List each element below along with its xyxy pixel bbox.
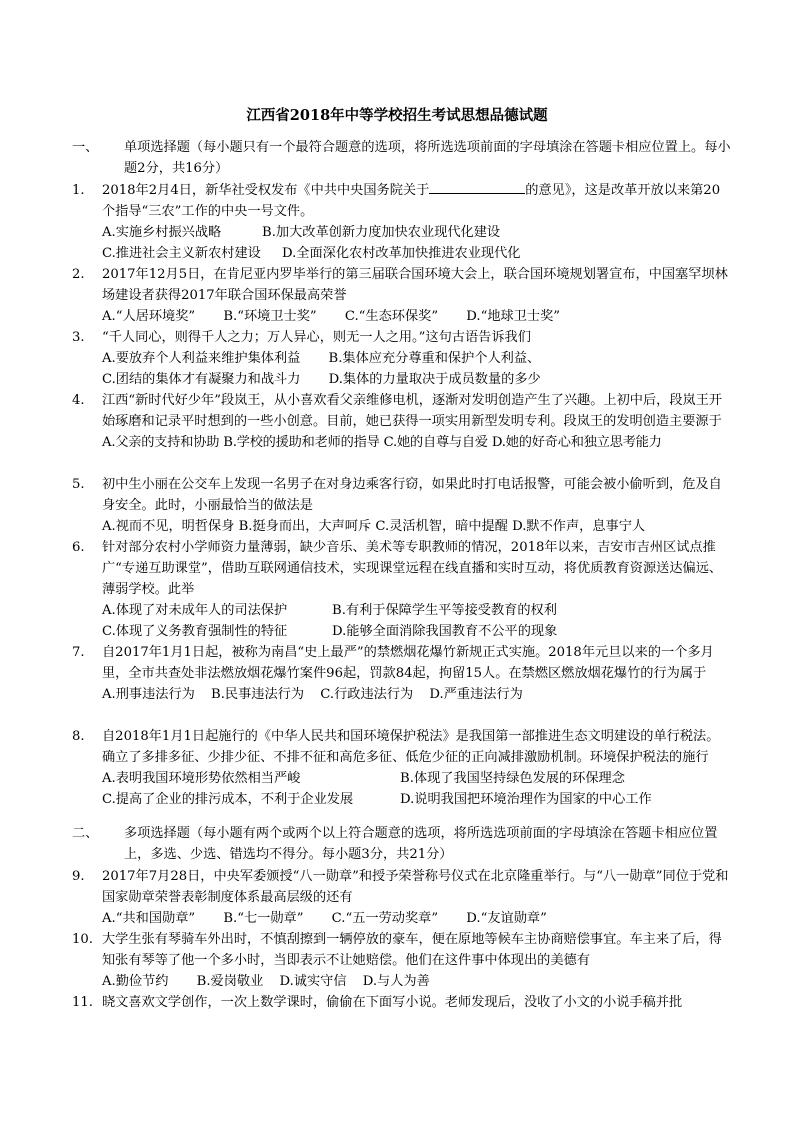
- option-a: A.实施乡村振兴战略: [102, 225, 222, 240]
- option-row: [102, 789, 732, 810]
- section-number: 二、: [72, 826, 99, 841]
- question-stem: 大学生张有琴骑车外出时，不慎刮擦到一辆停放的豪车，便在原地等候车主协商赔偿事宜。车主来了后，得知张有琴等了他一个多小时，当即表示不让她赔偿。他们在这件事中体现出的美德有: [102, 932, 722, 968]
- question-8: [72, 726, 732, 810]
- option-d: D.全面深化农村改革加快推进农业现代化: [282, 246, 521, 261]
- option-row: [72, 243, 732, 264]
- question-stem: 2017年12月5日，在肯尼亚内罗毕举行的第三届联合国环境大会上，联合国环境规划署宣布，中国塞罕坝林场建设者获得2017年联合国环保最高荣誉: [102, 267, 728, 303]
- page-title: 江西省2018年中等学校招生考试思想品德试题: [246, 107, 548, 124]
- option-b: B.有利于保障学生平等接受教育的权利: [332, 603, 557, 618]
- option-c: C.提高了企业的排污成本，不利于企业发展: [102, 792, 354, 807]
- question-stem: “千人同心，则得千人之力；万人异心，则无一人之用。”这句古语告诉我们: [102, 330, 531, 345]
- question-number: 3.: [72, 330, 85, 345]
- option-b: B.挺身而出，大声呵斥: [238, 519, 372, 534]
- question-stem-part-b: 的意见》，这是改革开放以来第20个指导“三农”工作的中央一号文件。: [102, 183, 721, 219]
- question-stem: [102, 180, 732, 222]
- option-d: D.“地球卫士奖”: [466, 309, 561, 324]
- option-d: D.与人为善: [362, 974, 430, 989]
- option-b: B.加大改革创新力度加快农业现代化建设: [262, 225, 501, 240]
- option-a: A.勤俭节约: [102, 974, 169, 989]
- option-a: A.表明我国环境形势依然相当严峻: [102, 771, 301, 786]
- question-number: 1.: [72, 183, 85, 198]
- question-2: [72, 264, 732, 327]
- question-number: 7.: [72, 645, 85, 660]
- question-number: 10.: [72, 932, 93, 947]
- option-c: C.行政违法行为: [320, 687, 414, 702]
- option-b: B.“七一勋章”: [223, 911, 304, 926]
- question-stem: 晓文喜欢文学创作，一次上数学课时，偷偷在下面写小说。老师发现后，没收了小文的小说手稿并批: [102, 995, 683, 1010]
- option-b: B.体现了我国坚持绿色发展的环保理念: [400, 771, 625, 786]
- option-d: D.能够全面消除我国教育不公平的现象: [332, 624, 558, 639]
- option-d: D.默不作声，息事宁人: [512, 519, 646, 534]
- fill-blank: [429, 181, 525, 194]
- question-1: [72, 180, 732, 264]
- question-number: 2.: [72, 267, 85, 282]
- option-d: D.严重违法行为: [429, 687, 523, 702]
- section-instructions: 多项选择题（每小题有两个或两个以上符合题意的选项，将所选选项前面的字母填涂在答题卡相应位置上，多选、少选、错选均不得分。每小题3分，共21分）: [124, 826, 718, 862]
- question-number: 6.: [72, 540, 85, 555]
- option-c: C.她的自尊与自爱: [383, 435, 488, 450]
- question-number: 9.: [72, 869, 85, 884]
- question-stem: 初中生小丽在公交车上发现一名男子在对身边乘客行窃，如果此时打电话报警，可能会被小偷听到，危及自身安全。此时，小丽最恰当的做法是: [102, 477, 722, 513]
- question-number: 5.: [72, 477, 85, 492]
- question-6: [72, 537, 732, 642]
- option-b: B.爱岗敬业: [196, 974, 264, 989]
- option-c: C.灵活机智，暗中提醒: [375, 519, 508, 534]
- option-row: [102, 516, 732, 537]
- option-a: A.“人居环境奖”: [102, 309, 196, 324]
- question-stem: 针对部分农村小学师资力量薄弱，缺少音乐、美术等专职教师的情况，2018年以来，吉安市吉州区试点推广“专递互助课堂”，借助互联网通信技术，实现课堂远程在线直播和实时互动，将优质教育资源送达偏远、薄弱学校。此举: [102, 540, 723, 597]
- section-single-choice: [72, 137, 732, 179]
- option-b: B.民事违法行为: [211, 687, 305, 702]
- option-row: [102, 684, 732, 705]
- option-c: C.推进社会主义新农村建设: [102, 246, 261, 261]
- question-7: [72, 642, 732, 705]
- question-10: [72, 929, 732, 992]
- option-a: A.父亲的支持和协助: [102, 435, 220, 450]
- option-a: A.视而不见，明哲保身: [102, 519, 235, 534]
- option-c: C.体现了义务教育强制性的特征: [102, 624, 288, 639]
- question-stem: 2017年7月28日，中央军委颁授“八一勋章”和授予荣誉称号仪式在北京隆重举行。与“八一勋章”同位于党和国家勋章荣誉表彰制度体系最高层级的还有: [102, 869, 729, 905]
- question-4: [72, 390, 732, 453]
- option-a: A.体现了对未成年人的司法保护: [102, 603, 288, 618]
- option-a: A.刑事违法行为: [102, 687, 195, 702]
- question-stem: 自2017年1月1日起，被称为南昌“史上最严”的禁燃烟花爆竹新规正式实施。2018年元旦以来的一个多月里，全市共查处非法燃放烟花爆竹案件96起，罚款84起，拘留15人。在禁燃区燃放烟花爆竹的行为属于: [102, 645, 714, 681]
- section-number: 一、: [72, 140, 99, 155]
- option-row: [102, 600, 732, 621]
- option-c: D.诚实守信: [279, 974, 347, 989]
- question-3: [72, 327, 732, 390]
- option-b: B.集体应充分尊重和保护个人利益、: [328, 351, 541, 366]
- option-b: B.“环境卫士奖”: [223, 309, 317, 324]
- option-row: [102, 971, 732, 992]
- question-stem: 自2018年1月1日起施行的《中华人民共和国环境保护税法》是我国第一部推进生态文明建设的单行税法。确立了多排多征、少排少征、不排不征和高危多征、低危少征的正向减排激励机制。环境保护税法的施行: [102, 729, 720, 765]
- question-11: [72, 992, 732, 1013]
- option-d: D.她的好奇心和独立思考能力: [491, 435, 662, 450]
- question-number: 11.: [72, 995, 93, 1010]
- option-d: D.集体的力量取决于成员数量的多少: [328, 372, 541, 387]
- option-row: [102, 432, 732, 453]
- option-row: [102, 621, 732, 642]
- question-9: [72, 866, 732, 929]
- option-d: D.说明我国把环境治理作为国家的中心工作: [400, 792, 652, 807]
- option-row: [102, 908, 732, 929]
- question-number: 8.: [72, 729, 85, 744]
- option-c: C.团结的集体才有凝聚力和战斗力: [102, 372, 301, 387]
- option-c: C.“五一劳动奖章”: [331, 911, 439, 926]
- question-stem-part-a: 2018年2月4日，新华社受权发布《中共中央国务院关于: [102, 183, 430, 198]
- option-b: B.学校的援助和老师的指导: [223, 435, 380, 450]
- option-d: D.“友谊勋章”: [466, 911, 547, 926]
- section-multiple-choice: [72, 823, 732, 865]
- option-a: A.“共和国勋章”: [102, 911, 196, 926]
- option-row: [102, 768, 732, 789]
- section-instructions: 单项选择题（每小题只有一个最符合题意的选项，将所选选项前面的字母填涂在答题卡相应位置上。每小题2分，共16分）: [124, 140, 731, 176]
- option-row: [72, 222, 732, 243]
- question-5: [72, 474, 732, 537]
- option-a: A.要放弃个人利益来维护集体利益: [102, 351, 301, 366]
- question-stem: 江西“新时代好少年”段岚王，从小喜欢看父亲维修电机，逐渐对发明创造产生了兴趣。上初中后，段岚王开始琢磨和记录平时想到的一些小创意。目前，她已获得一项实用新型发明专利。段岚王的发明创造主要源于: [102, 393, 723, 429]
- question-number: 4.: [72, 393, 85, 408]
- option-row: [102, 369, 732, 390]
- option-row: [102, 348, 732, 369]
- option-c: C.“生态环保奖”: [344, 309, 439, 324]
- option-row: [102, 306, 732, 327]
